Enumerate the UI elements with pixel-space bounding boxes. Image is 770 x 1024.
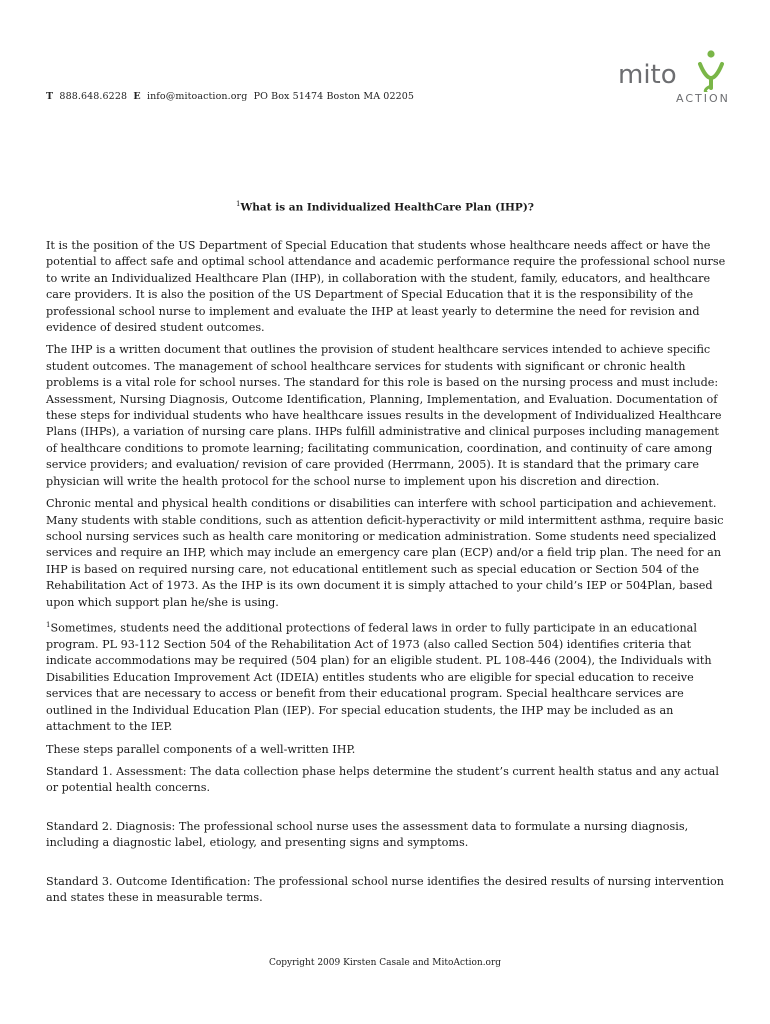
- logo-subtitle: ACTION: [676, 92, 730, 105]
- phone-number: 888.648.6228: [59, 91, 128, 102]
- logo-wordmark: mito: [618, 60, 677, 90]
- document-body: [46, 238, 728, 912]
- email-address: info@mitoaction.org: [146, 91, 248, 102]
- title-text: What is an Individualized HealthCare Plan (IHP)?: [240, 201, 534, 214]
- footnote-paragraph: [46, 617, 728, 736]
- copyright-footer: Copyright 2009 Kirsten Casale and MitoAction.org: [268, 958, 502, 968]
- standard-1: Standard 1. Assessment: The data collection phase helps determine the student’s current health status and any actual or potential health concerns.: [46, 764, 719, 795]
- paragraph-ihp-definition: The IHP is a written document that outlines the provision of student healthcare services intended to achieve specific student outcomes. The management of school healthcare services for students with significant or chronic health problems is a vital role for school nurses. The standard for this role is based on the nursing process and must include: Assessment, Nursing Diagnosis, Outcome Identification, Planning, Implementation, and Evaluation. Documentation of these steps for individual students who have healthcare issues results in the development of Individualized Healthcare Plans (IHPs), a variation of nursing care plans. IHPs fulfill administrative and clinical purposes including management of healthcare conditions to promote learning; facilitating communication, coordination, and continuity of care among service providers; and evaluation/ revision of care provided (Herrmann, 2005). It is standard that the primary care physician will write the health protocol for the school nurse to implement upon his discretion and direction.: [46, 343, 722, 488]
- title-footnote-mark: 1: [236, 200, 241, 208]
- paragraph-position: It is the position of the US Department of Special Education that students whose healthcare needs affect or have the potential to affect safe and optimal school attendance and academic performance require the professional school nurse to write an Individualized Healthcare Plan (IHP), in collaboration with the student, family, educators, and healthcare care providers. It is also the position of the US Department of Special Education that it is the responsibility of the professional school nurse to implement and evaluate the IHP at least yearly to determine the need for revision and evidence of desired student outcomes.: [46, 239, 726, 335]
- standard-3: Standard 3. Outcome Identification: The professional school nurse identifies the desired results of nursing intervention and states these in measurable terms.: [46, 874, 725, 904]
- standard-2: Standard 2. Diagnosis: The professional school nurse uses the assessment data to formulate a nursing diagnosis, including a diagnostic label, etiology, and presenting signs and symptoms.: [46, 819, 689, 850]
- email-label: E: [133, 91, 141, 102]
- footnote-text: Sometimes, students need the additional protections of federal laws in order to fully participate in an educational program. PL 93-112 Section 504 of the Rehabilitation Act of 1973 (also called Section 504) identifies criteria that indicate accommodations may be required (504 plan) for an eligible student. PL 108-446 (2004), the Individuals with Disabilities Education Improvement Act (IDEIA) entitles students who are eligible for special education to receive services that are necessary to access or benefit from their educational program. Special healthcare services are outlined in the Individual Education Plan (IEP). For special education students, the IHP may be included as an attachment to the IEP.: [46, 621, 712, 734]
- footnote-mark: 1: [46, 620, 51, 629]
- steps-intro: These steps parallel components of a well-written IHP.: [46, 742, 356, 756]
- page-title: [0, 200, 770, 214]
- postal-address: PO Box 51474 Boston MA 02205: [253, 91, 415, 102]
- phone-label: T: [46, 91, 54, 102]
- logo-figure-icon: [694, 48, 734, 92]
- paragraph-chronic-conditions: Chronic mental and physical health conditions or disabilities can interfere with school participation and achievement. Many students with stable conditions, such as attention deficit-hyperactivity or mild intermittent asthma, require basic school nursing services such as health care monitoring or medication administration. Some students need specialized services and require an IHP, which may include an emergency care plan (ECP) and/or a field trip plan. The need for an IHP is based on required nursing care, not educational entitlement such as special education or Section 504 of the Rehabilitation Act of 1973. As the IHP is its own document it is simply attached to your child’s IEP or 504Plan, based upon which support plan he/she is using.: [46, 497, 724, 609]
- contact-line: [46, 91, 414, 102]
- mitoaction-logo: [614, 48, 738, 108]
